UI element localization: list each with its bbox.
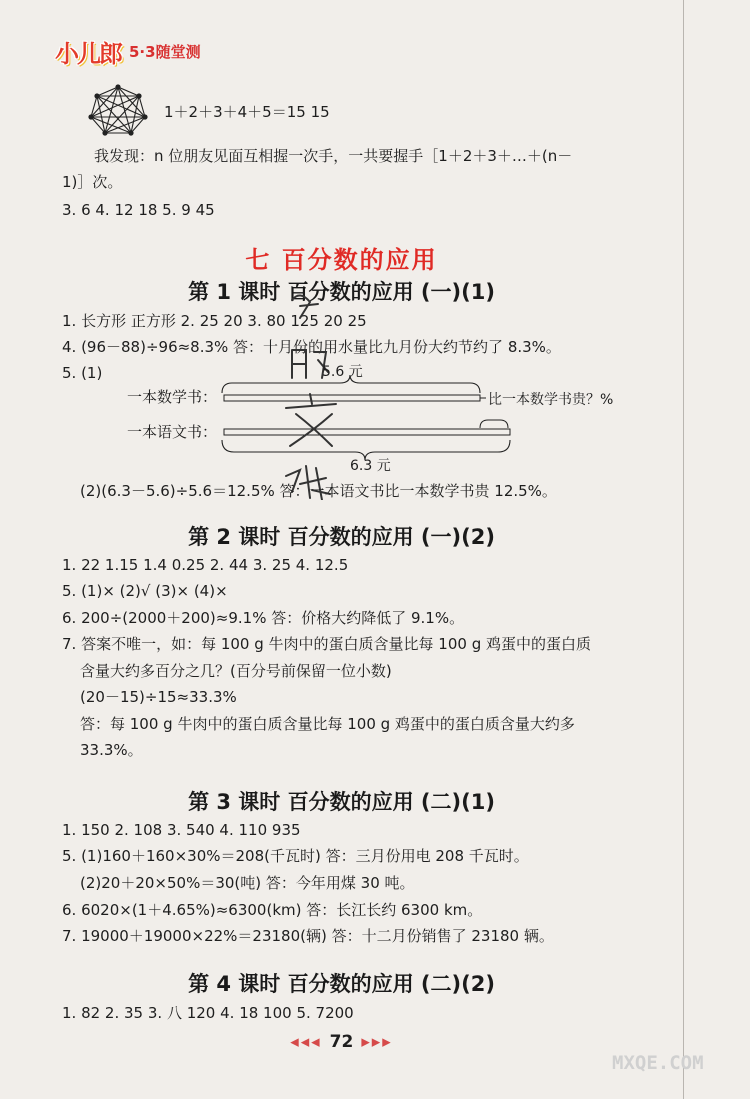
lesson1-q5-part2: (2)(6.3－5.6)÷5.6＝12.5% 答：一本语文书比一本数学书贵 12.5%。 xyxy=(80,482,557,500)
left-arrows-icon: ◀◀◀ xyxy=(290,1035,322,1049)
right-arrows-icon: ▶▶▶ xyxy=(361,1035,393,1049)
lesson2-q5: 5. (1)× (2)√ (3)× (4)× xyxy=(62,582,228,600)
lesson3-q5-line1: 5. (1)160＋160×30%＝208(千瓦时) 答：三月份用电 208 千瓦时。 xyxy=(62,847,529,865)
answers-3-5: 3. 6 4. 12 18 5. 9 45 xyxy=(62,201,215,219)
lesson4-q1: 1. 82 2. 35 3. 八 120 4. 18 100 5. 7200 xyxy=(62,1004,354,1022)
diagram-label-more: 比一本数学书贵？% xyxy=(488,392,614,408)
lesson3-q6: 6. 6020×(1＋4.65%)≈6300(km) 答：长江长约 6300 km。 xyxy=(62,901,483,919)
page-footer xyxy=(0,1032,683,1052)
diagram-label-chinese: 一本语文书： xyxy=(127,423,218,441)
diagram-label-top: 5.6 元 xyxy=(322,364,363,380)
lesson2-q7-line5: 33.3%。 xyxy=(80,741,143,759)
lesson-4-title: 第 4 课时 百分数的应用 (二)(2) xyxy=(188,972,495,996)
lesson3-q7: 7. 19000＋19000×22%＝23180(辆) 答：十二月份销售了 23180 辆。 xyxy=(62,927,554,945)
discover-line-1: 我发现：n 位朋友见面互相握一次手，一共要握手［1＋2＋3＋…＋(n－ xyxy=(94,147,573,165)
lesson-3-title: 第 3 课时 百分数的应用 (二)(1) xyxy=(188,790,495,814)
sum-line: 1＋2＋3＋4＋5＝15 15 xyxy=(164,103,330,121)
lesson1-q5: 5. (1) xyxy=(62,364,103,382)
lesson2-q7-line3: (20－15)÷15≈33.3% xyxy=(80,688,237,706)
lesson3-q1: 1. 150 2. 108 3. 540 4. 110 935 xyxy=(62,821,301,839)
series-name: 5·3随堂测 xyxy=(129,42,201,61)
diagram-label-math: 一本数学书： xyxy=(127,388,218,406)
book-price-diagram xyxy=(0,0,683,500)
lesson-1-title: 第 1 课时 百分数的应用 (一)(1) xyxy=(188,280,495,304)
diagram-label-bottom: 6.3 元 xyxy=(350,458,391,474)
lesson2-q1: 1. 22 1.15 1.4 0.25 2. 44 3. 25 4. 12.5 xyxy=(62,556,349,574)
discover-line-2: 1)］次。 xyxy=(62,173,123,191)
section-title: 七 百分数的应用 xyxy=(245,246,438,274)
lesson2-q7-line1: 7. 答案不唯一，如：每 100 g 牛肉中的蛋白质含量比每 100 g 鸡蛋中的蛋白质 xyxy=(62,635,591,653)
logo-text: 小儿郎 xyxy=(55,39,121,68)
lesson1-q1: 1. 长方形 正方形 2. 25 20 3. 80 125 20 25 xyxy=(62,312,367,330)
lesson-2-title: 第 2 课时 百分数的应用 (一)(2) xyxy=(188,525,495,549)
lesson2-q7-line2: 含量大约多百分之几？(百分号前保留一位小数) xyxy=(80,662,392,680)
watermark: MXQE.COM xyxy=(612,1052,704,1074)
lesson2-q7-line4: 答：每 100 g 牛肉中的蛋白质含量比每 100 g 鸡蛋中的蛋白质含量大约多 xyxy=(80,715,575,733)
page-number: 72 xyxy=(329,1032,354,1052)
lesson3-q5-line2: (2)20＋20×50%＝30(吨) 答：今年用煤 30 吨。 xyxy=(80,874,415,892)
margin-line xyxy=(683,0,684,1099)
lesson1-q4: 4. (96－88)÷96≈8.3% 答：十月份的用水量比九月份大约节约了 8.3%。 xyxy=(62,338,561,356)
lesson2-q6: 6. 200÷(2000＋200)≈9.1% 答：价格大约降低了 9.1%。 xyxy=(62,609,465,627)
